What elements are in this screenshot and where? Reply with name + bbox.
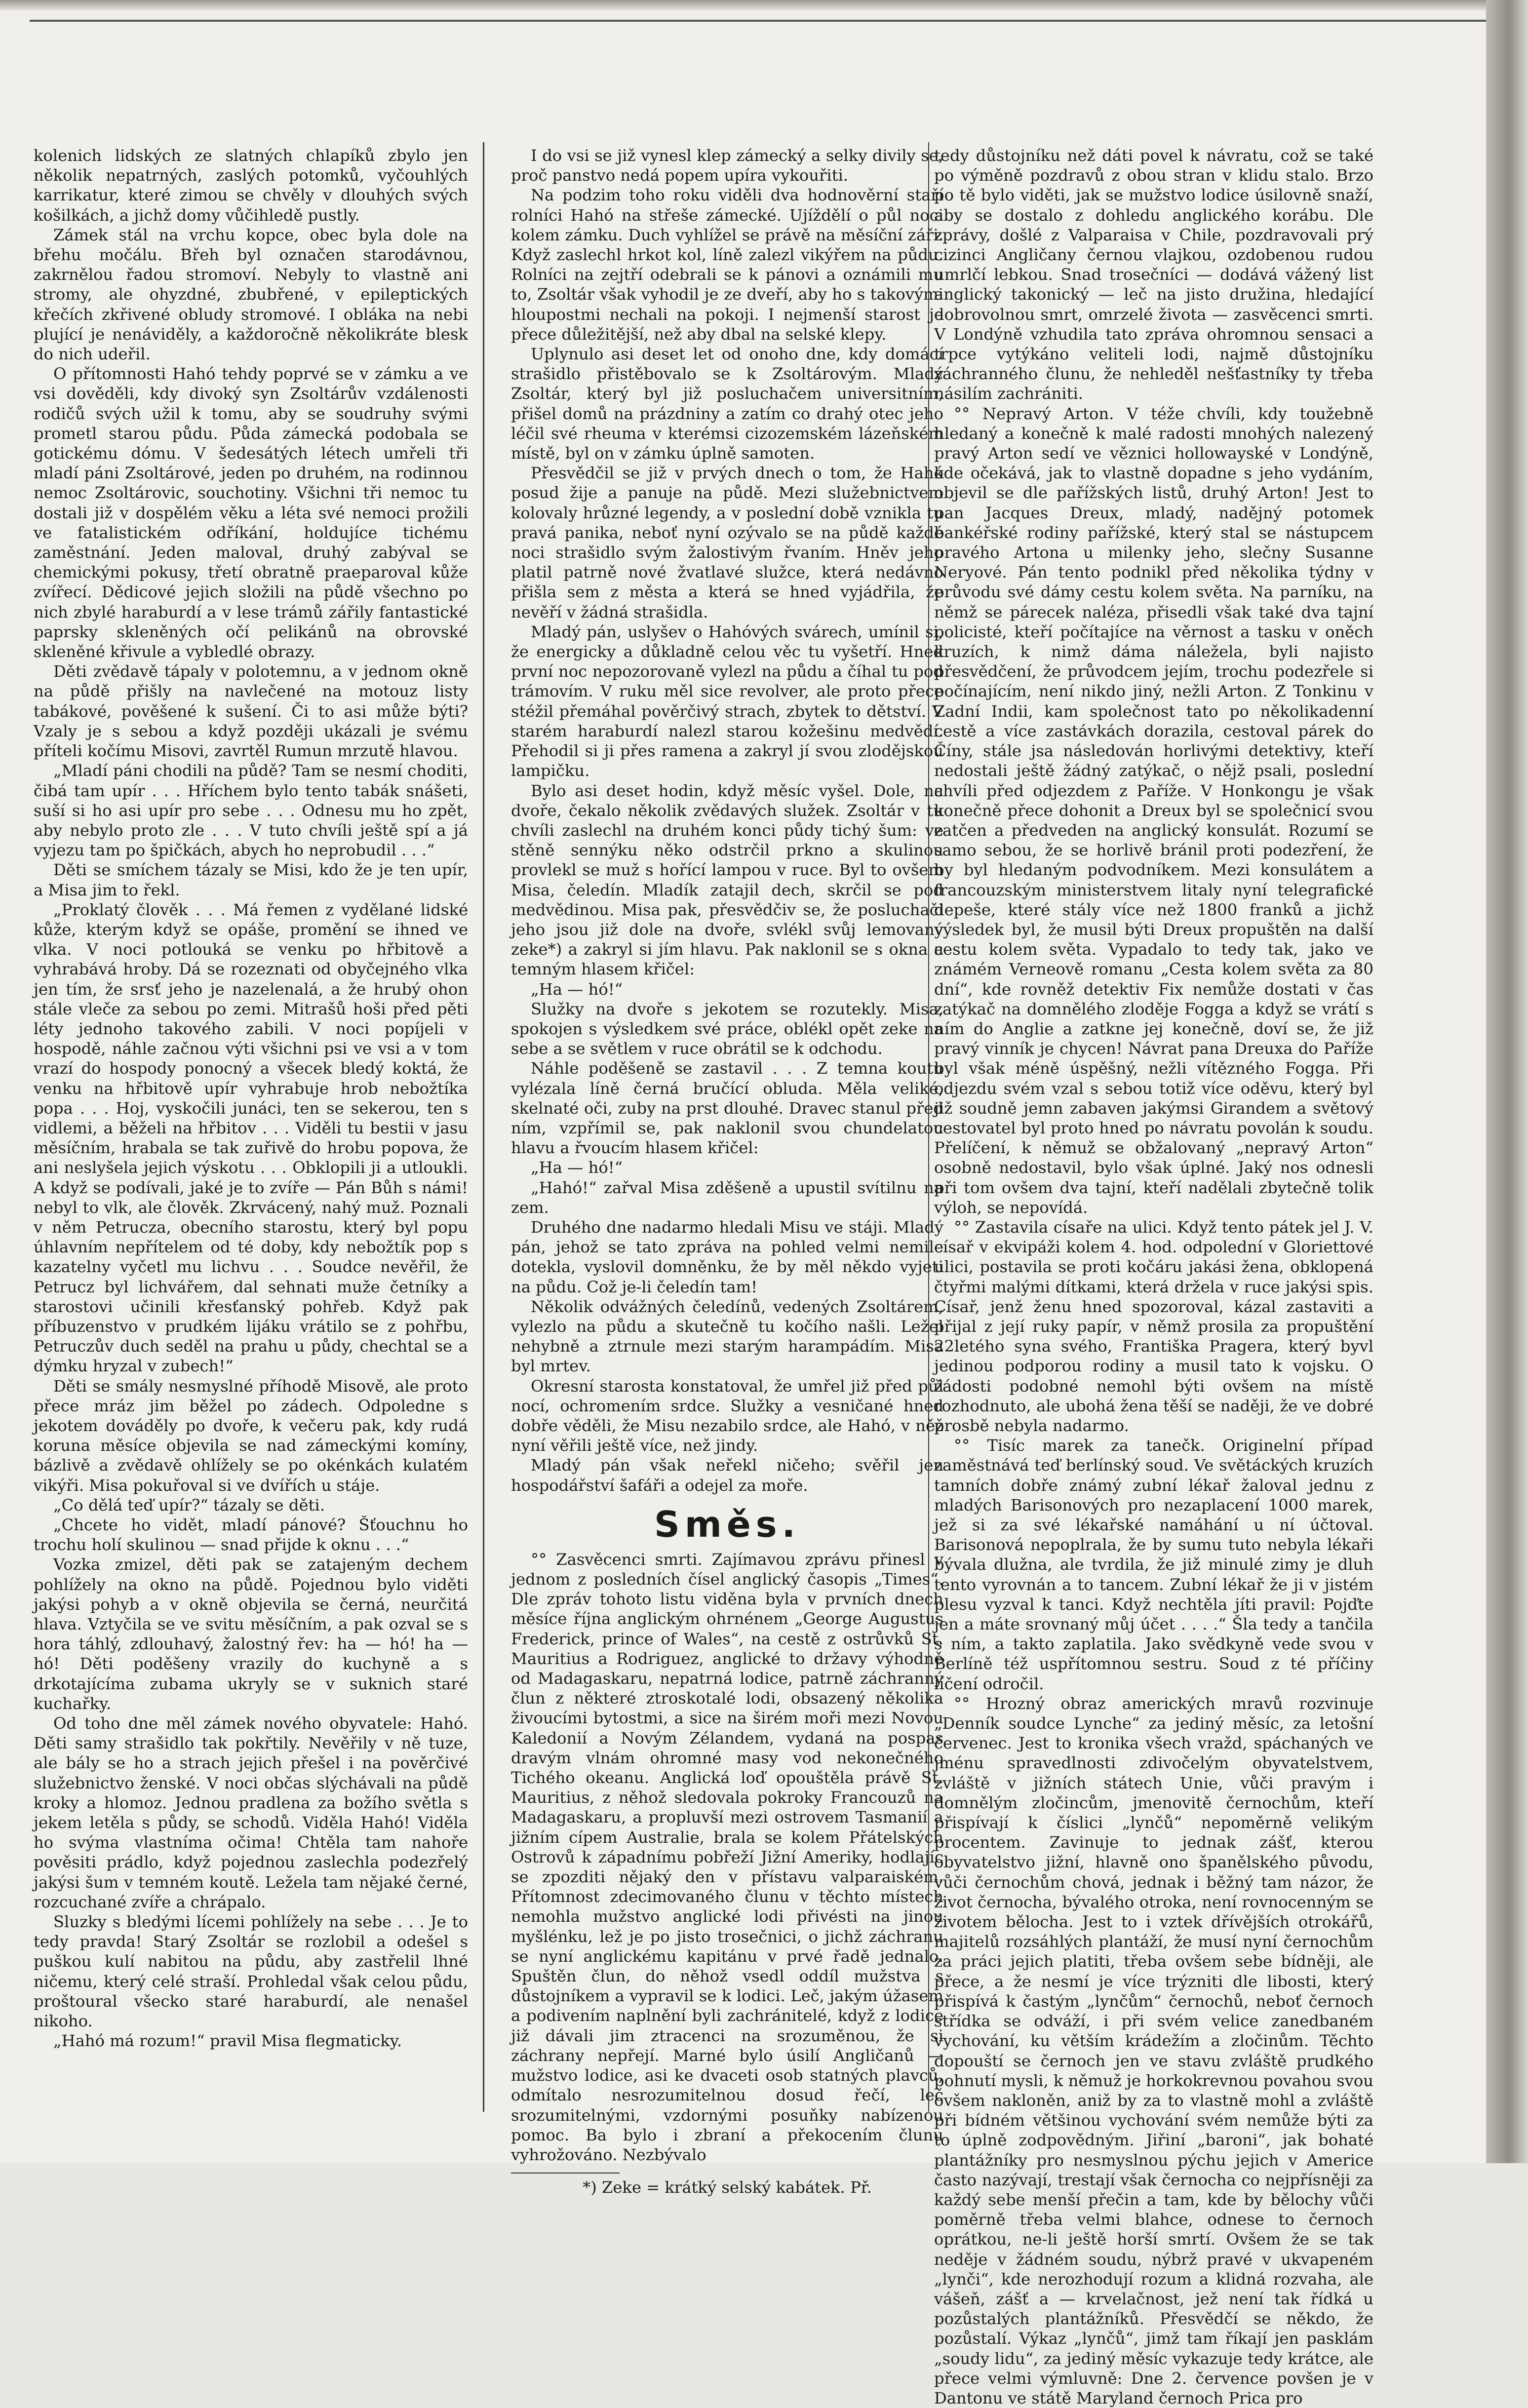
page-right-edge-shadow <box>1486 0 1528 2163</box>
text-column-1 <box>34 146 468 2110</box>
paragraph: „Ha — hó!“ <box>531 979 623 999</box>
paragraph: Mladý pán, uslyšev o Hahóvých svárech, umínil si, že energicky a důkladně celou věc tu vyšetří. Hned první noc nepozorovaně vylezl na půdu a číhal tu pod trámovím. V ruku měl sice revolver, ale proto přece stéžil přemáhal pověrčivý strach, zbytek to dětství. V starém haraburdí nalezl starou kožešinu medvědí. Přehodil si ji přes ramena a zakryl jí svou zlodějskou lampičku. <box>511 622 943 780</box>
paragraph: „Hahó!“ zařval Misa zděšeně a upustil svítilnu na zem. <box>511 1178 943 1217</box>
paragraph: Mladý pán však neřekl ničeho; svěřil jen hospodářství šafáři a odejel za moře. <box>511 1456 943 1495</box>
paragraph: „Proklatý člověk . . . Má řemen z vydělané lidské kůže, kterým když se opáše, promění se ihned ve vlka. V noci potlouká se venku po hřbitově a vyhrabává hroby. Dá se rozeznati od obyčejného vlka jen tím, že srsť jeho je nazelenalá, a že hrubý ohon stále vleče za sebou po zemi. Mitrašů hoši před pěti léty jednoho takového zabili. V noci popíjeli v hospodě, náhle začnou výti všichni psi ve vsi a v tom vrazí do hospody ponocný a všecek bledý koktá, že venku na hřbitově upír vyhrabuje hrob nebožtíka popa . . . Hoj, vyskočili junáci, ten se sekerou, ten s vidlemi, a běželi na hřbitov . . . Viděli tu bestii v jasu měsíčním, hrabala se tak zuřivě do hrobu popova, že ani neslyšela jejich výskotu . . . Obklopili ji a utloukli. A když se podívali, jaké je to zvíře — Pán Bůh s námi! nebyl to vlk, ale člověk. Zkrvácený, nahý muž. Poznali v něm Petrucza, obecního starostu, který byl popu úhlavním nepřítelem od té doby, kdy nebožtík pop s kazatelny vyčetl mu lichvu . . . Soudce nevěřil, že Petrucz byl lichvářem, dal sehnati muže četníky a starostovi učinili křesťanský pohřeb. Když pak příbuzenstvo v prudkém lijáku vrátilo se z pohřbu, Petruczův duch seděl na prahu u půdy, chechtal se a dýmku hryzal v zubech!“ <box>34 900 468 1376</box>
paragraph: Druhého dne nadarmo hledali Misu ve stáji. Mladý pán, jehož se tato zpráva na pohled velmi nemile dotekla, vyslovil domněnku, že by měl někdo vyjeti na půdu. Což je-li čeledín tam! <box>511 1217 943 1296</box>
paragraph: Náhle poděšeně se zastavil . . . Z temna koutu vylézala líně černá bručící obluda. Měla veliké, skelnaté oči, zuby na prst dlouhé. Dravec stanul před ním, vzpřímil se, pak naklonil svou chundelatou hlavu a řvoucím hlasem křičel: <box>511 1059 943 1158</box>
footnote-rule <box>511 2173 620 2174</box>
paragraph: Děti se smály nesmyslné příhodě Misově, ale proto přece mráz jim běžel po zádech. Odpoledne s jekotem dováděly po dvoře, k večeru pak, kdy rudá koruna měsíce objevila se nad zámeckými komíny, bázlivě a zvědavě ohlížely se po okénkách kulatém vikýři. Misa pokuřoval si ve dvířích u stáje. <box>34 1376 468 1495</box>
paragraph: °° Tisíc marek za tanečk. Originelní případ zaměstnává teď berlínský soud. Ve světáckých kruzích tamních dobře známý zubní lékař žaloval jednu z mladých Barisonových pro nezaplacení 1000 marek, jež si za své lékařské namáhání u ní účtoval. Barisonová nepoplrala, že by sumu tuto nebyla lékaři bývala dlužna, ale tvrdila, že již minulé zimy je dluh tento vyrovnán a to tancem. Zubní lékař že ji v jistém plesu vyzval k tanci. Když nechtěla jíti pravil: Pojďte jen a máte srovnaný můj účet . . . .“ Šla tedy a tančila s ním, a takto zaplatila. Jako svědkyně vede svou v Berlíně též uspřítomnou sestru. Soud z té příčiny líčení odročil. <box>934 1436 1373 1693</box>
paragraph: Vozka zmizel, děti pak se zatajeným dechem pohlížely na okno na půdě. Pojednou bylo viděti jakýsi pohyb a v okně objevila se černá, neurčitá hlava. Vztyčila se ve svitu měsíčním, a pak ozval se s hora táhlý, zdlouhavý, žalostný řev: ha — hó! ha — hó! Děti poděšeny vrazily do kuchyně a s drkotajícíma zubama ukryly se v suknich staré kuchařky. <box>34 1555 468 1713</box>
text-column-3 <box>934 146 1373 2408</box>
paragraph: „Mladí páni chodili na půdě? Tam se nesmí choditi, čibá tam upír . . . Hříchem bylo tento tabák snášeti, suší si ho asi upír pro sebe . . . Odnesu mu ho zpět, aby nebylo proto zle . . . V tuto chvíli ještě spí a já vyjezu tam po špičkách, abych ho neprobudil . . .“ <box>34 761 468 860</box>
top-border-line <box>30 20 1501 22</box>
smes-news-items <box>511 1550 943 2165</box>
paragraph: „Hahó má rozum!“ pravil Misa flegmaticky. <box>53 2031 402 2051</box>
paragraph: Přesvědčil se již v prvých dnech o tom, že Hahó posud žije a panuje na půdě. Mezi služebnictvem kolovaly hrůzné legendy, a v poslední době vznikla tu pravá panika, neboť nyní ozývalo se na půdě každé noci strašidlo svým žalostivým řvaním. Hněv jeho platil patrně nové žvatlavé služce, která nedávno přišla sem z města a která se hned vyjádřila, že nevěří v žádná strašidla. <box>511 464 943 621</box>
paragraph: Uplynulo asi deset let od onoho dne, kdy domácí strašidlo přistěbovalo se k Zsoltárovým. Mladý Zsoltár, který byl již posluchačem universitním, přišel domů na prázdniny a zatím co drahý otec jeho léčil své rheuma v kterémsi cizozemském lázeňském místě, byl on v zámku úplně samoten. <box>511 345 943 463</box>
paragraph: °° Nepravý Arton. V téže chvíli, kdy toužebně hledaný a konečně k malé radosti mnohých nalezený pravý Arton sedí ve věznici hollowayské v Londýně, kde očekává, jak to vlastně dopadne s jeho vydáním, objevil se dle pařížských listů, druhý Arton! Jest to pan Jacques Dreux, mladý, nadějný potomek bankéřské rodiny pařížské, který stal se nástupcem pravého Artona u milenky jeho, slečny Susanne Neryové. Pán tento podnikl před několika týdny v průvodu své dámy cestu kolem světa. Na parníku, na němž se párecek naléza, přisedli však také dva tajní policisté, kteří počítajíce na věrnost a tasku v oněch kruzích, k nimž dáma náležela, byli najisto přesvědčení, že průvodcem jejím, trochu podezřele si počínajícím, není nikdo jiný, nežli Arton. Z Tonkinu v Zadní Indii, kam společnost tato po několikadenní cestě a více zastávkách dorazila, cestoval párek do Číny, stále jsa následován horlivými detektivy, kteří nedostali ještě žádný zatýkač, o nějž psali, poslední chvíli před odjezdem z Paříže. V Honkongu je však konečně přece dohonit a Dreux byl se společnicí svou zatčen a předveden na anglický konsulát. Rozumí se samo sebou, že se horlivě bránil proti podezření, že by byl hledaným podvodníkem. Mezi konsulátem a francouzským ministerstvem litaly nyní telegrafické depeše, které stály více než 1800 franků a jichž výsledek byl, že musil býti Dreux propuštěn na další cestu kolem světa. Vypadalo to tedy tak, jako ve známém Verneově romanu „Cesta kolem světa za 80 dní“, kde rovněž detektiv Fix nemůže dostati v čas zatýkač na domnělého zloděje Fogga a když se vrátí s ním do Anglie a zatkne jej konečně, doví se, že již pravý vinník je chycen! Návrat pana Dreuxa do Paříže byl však méně úspěšný, nežli vítězného Fogga. Při odjezdu svém vzal s sebou totiž více oděvu, který byl již soudně jemn zabaven jakýmsi Girandem a světový cestovatel byl proto hned po návratu povolán k soudu. Přelíčení, k němuž se obžalovaný „nepravý Arton“ osobně nedostavil, bylo však úplné. Jaký nos odnesli při tom ovšem dva tajní, kteří nadělali zbytečně tolik výloh, se nepovídá. <box>934 404 1373 1217</box>
paragraph: Služky na dvoře s jekotem se rozutekly. Misa, spokojen s výsledkem své práce, oblékl opět zeke na sebe a se světlem v ruce obrátil se k odchodu. <box>511 999 943 1058</box>
section-title-smes: Směs. <box>654 1503 800 1545</box>
paragraph: Děti se smíchem tázaly se Misi, kdo že je ten upír, a Misa jim to řekl. <box>34 860 468 899</box>
footnote: *) Zeke = krátký selský kabátek. Př. <box>583 2178 872 2197</box>
page-top-edge <box>0 0 1528 11</box>
paragraph: Děti zvědavě tápaly v polotemnu, a v jednom okně na půdě přišly na navlečené na motouz listy tabákové, pověšené k sušení. Či to asi může býti? Vzaly je s sebou a když později ukázali je svému příteli kočímu Misovi, zavrtěl Rumun mrzutě hlavou. <box>34 662 468 761</box>
paragraph: tedy důstojníku než dáti povel k návratu, což se také po výměně pozdravů z obou stran v klidu stalo. Brzo po tě bylo viděti, jak se mužstvo lodice úsilovně snaží, aby se dostalo z dohledu anglického korábu. Dle zprávy, došlé z Valparaisa v Chile, pozdravovali prý cizinci Angličany černou vlajkou, ozdobenou rudou umrlčí lebkou. Snad trosečníci — dodává vážený list anglický takonický — leč na jisto družina, hledající dobrovolnou smrt, omrzelé života — zasvěcenci smrti. V Londýně vzhudila tato zpráva ohromnou sensaci a trpce vytýkáno veliteli lodi, najmě důstojníku záchranného člunu, že nehleděl nešťastníky ty třeba násilím zachrániti. <box>934 146 1373 403</box>
paragraph: Sluzky s bledými lícemi pohlížely na sebe . . . Je to tedy pravda! Starý Zsoltár se rozlobil a odešel s puškou kulí nabitou na půdu, aby zastřelil lhné ničemu, který celé straší. Prohledal však celou půdu, proštoural všecko staré haraburdí, ale nenašel nikoho. <box>34 1912 468 2031</box>
paragraph: °° Zastavila císaře na ulici. Když tento pátek jel J. V. císař v ekvipáži kolem 4. hod. odpolední v Gloriettové ulici, postavila se proti kočáru jakási žena, obklopená čtyřmi malými dítkami, která držela v ruce jakýsi spis. Císař, jenž ženu hned spozoroval, kázal zastaviti a přijal z její ruky papír, v němž prosila za propuštění 22letého syna svého, Františka Pragera, který byvl jedinou podporou rodiny a musil tato k vojsku. O žádosti podobné nemohl býti ovšem na místě rozhodnuto, ale ubohá žena těší se naději, že ve dobré prosbě nebyla nadarmo. <box>934 1217 1373 1435</box>
story-continuation <box>511 146 943 1495</box>
text-column-2 <box>511 146 943 2197</box>
paragraph: Na podzim toho roku viděli dva hodnověrní staří rolníci Hahó na střeše zámecké. Ujíždělí o půl noci kolem zámku. Duch vyhlížel se právě na měsíční záři. Když zaslechl hrkot kol, líně zalezl vikýřem na půdu. Rolníci na zejtří odebrali se k pánovi a oznámili mu to, Zsoltár však vyhodil je ze dveří, aby ho s takovými hloupostmi nechali na pokoji. I nejmenší starost je přece důležitější, než aby dbal na selské klepy. <box>511 186 943 344</box>
paragraph: °° Zasvěcenci smrti. Zajímavou zprávu přinesl v jednom z posledních čísel anglický časopis „Times“. Dle zpráv tohoto listu viděna byla v prvních dnech měsíce října anglickým ohrnénem „George Augustus Frederick, prince of Wales“, na cestě z ostrůvků St. Mauritius a Rodriguez, anglické to državy výhodně od Madagaskaru, nepatrná lodice, patrně záchranný člun z některé ztroskotalé lodi, obsazený několika živoucími bytostmi, a sice na širém moři mezi Novou Kaledonií a Novým Zélandem, vydaná na pospas dravým vlnám ohromné masy vod nekonečného Tichého okeanu. Anglická loď opouštěla právě St. Mauritius, z něhož sledovala pokroky Francouzů na Madagaskaru, a propluvší mezi ostrovem Tasmanií a jižním cípem Australie, brala se kolem Přátelských Ostrovů k západnímu pobřeží Jižní Ameriky, hodlajíc se zpozditi nějaký den v přístavu valparaiském. Přítomnost zdecimovaného člunu v těchto místech nemohla mužstvo anglické lodi přivésti na jinou myšlénku, lež je po jisto trosečnici, o jichž záchranu se nyní anglickému kapitánu v prvé řadě jednalo. Spuštěn člun, do něhož vsedl oddíl mužstva s důstojníkem a vypravil se k lodici. Leč, jakým úžasem a podivením naplnění byli zachránitelé, když z lodice již dávali jim ztracenci na srozuměnou, že si záchrany nepřejí. Marné bylo úsilí Angličanů — mužstvo lodice, asi ke dvaceti osob statných plavců, odmítalo nesrozumitelnou dosud řečí, leč srozumitelnými, vzdornými posuňky nabízenou pomoc. Ba bylo i zbraní a překocením člunu vyhrožováno. Nezbývalo <box>511 1550 943 2164</box>
column-rule-1 <box>483 142 484 2112</box>
paragraph: I do vsi se již vynesl klep zámecký a selky divily se, proč panstvo nedá popem upíra vykouřiti. <box>511 146 943 185</box>
paragraph: „Chcete ho vidět, mladí pánové? Šťouchnu ho trochu holí skulinou — snad přijde k oknu . . .“ <box>34 1515 468 1554</box>
paragraph: Zámek stál na vrchu kopce, obec byla dole na břehu močálu. Břeh byl označen starodávnou, zakrnělou řadou stromoví. Nebyly to vlastně ani stromy, ale ohyzdné, zbubřené, v epileptických křečích zkřivené obludy stromové. I obláka na nebi plující je nenáviděly, a každoročně několikráte blesk do nich udeřil. <box>34 225 468 364</box>
paragraph: „Co dělá teď upír?“ tázaly se děti. <box>53 1495 325 1515</box>
paragraph: Několik odvážných čeledínů, vedených Zsoltárem, vylezlo na půdu a skutečně tu kočího našli. Ležel nehybně a ztrnule mezi starým harampádím. Misa byl mrtev. <box>511 1297 943 1376</box>
paragraph: °° Hrozný obraz amerických mravů rozvinuje „Denník soudce Lynche“ za jediný měsíc, za letošní červenec. Jest to kronika všech vražd, spáchaných ve jménu spravedlnosti zdivočelým obyvatelstvem, zvláště v jižních státech Unie, vůči pravým i domnělým zločincům, jmenovitě černochům, kteří přispívají k číslici „lynčů“ nepoměrně velikým procentem. Zavinuje to jednak zášť, kterou obyvatelstvo jižní, hlavně ono španělského původu, vůči černochům chová, jednak i běžný tam názor, že život černocha, bývalého otroka, není rovnocenným se životem bělocha. Jest to i vztek dřívějších otrokářů, majitelů rozsáhlých plantáží, že musí nyní černochům za práci jejich platiti, třeba ovšem sebe bídněji, ale přece, a že nesmí je více trýzniti dle libosti, který přispívá k častým „lynčům“ černochů, neboť černoch střídka se odváží, i při svém velice zanedbaném vychování, ku větším krádežím a zločinům. Těchto dopouští se černoch jen ve stavu zvláště prudkého pohnutí mysli, k němuž je horkokrevnou povahou svou ovšem nakloněn, aniž by za to vlastně mohl a zvláště při bídném většinou vychování svém nemůže býti za to úplně zodpovědným. Jiřiní „baroni“, jak bohaté plantážníky pro nesmyslnou pýchu jejich v Americe často nazývají, trestají však černocha co nejpřísněji za každý sebe menší přečin a tam, kde by bělochy vůči poměrně třeba velmi blahce, odnese to černoch oprátkou, ne-li ještě horší smrtí. Ovšem že se tak neděje v žádném soudu, nýbrž pravé v ukvapeném „lynči“, kde nerozhodují rozum a klidná rozvaha, ale vášeň, zášť a — krvelačnost, jež není tak řídká u pozůstalých plantážníků. Přesvědčí se někdo, že pozůstalí. Výkaz „lynčů“, jimž tam říkají jen pasklám „soudy lidu“, za jediný měsíc vykazuje tedy krátce, ale přece velmi výmluvně: Dne 2. července povšen je v Dantonu ve státě Maryland černoch Prica pro <box>934 1694 1373 2408</box>
paragraph: Od toho dne měl zámek nového obyvatele: Hahó. Děti samy strašidlo tak pokřtily. Nevěřily v ně tuze, ale bály se ho a strach jejich přešel i na pověrčivé služebnictvo ženské. V noci občas slýchávali na půdě kroky a hlomoz. Jednou pradlena za božího světla s jekem letěla s půdy, se schodů. Viděla Hahó! Viděla ho svýma vlastníma očima! Chtěla tam nahoře pověsiti prádlo, když pojednou zaslechla podezřelý jakýsi šum v temném koutě. Ležela tam nějaké černé, rozcuchané zvíře a chrápalo. <box>34 1714 468 1911</box>
paragraph: „Ha — hó!“ <box>531 1158 623 1177</box>
paragraph: Bylo asi deset hodin, když měsíc vyšel. Dole, na dvoře, čekalo několik zvědavých služek. Zsoltár v tu chvíli zaslechl na druhém konci půdy tichý šum: ve stěně sennýku něko odstrčil prkno a skulinou provlekl se muž s hořící lampou v ruce. Byl to ovšem Misa, čeledín. Mladík zatajil dech, skrčil se pod medvědinou. Misa pak, přesvědčiv se, že posluchači jeho jsou již dole na dvoře, svlékl svůj lemovaný zeke*) a zakryl si jím hlavu. Pak naklonil se s okna a temným hlasem křičel: <box>511 781 943 979</box>
paragraph: O přítomnosti Hahó tehdy poprvé se v zámku a ve vsi dověděli, kdy divoký syn Zsoltárův vzdálenosti rodičů svých užil k tomu, aby se soudruhy svými prometl starou půdu. Půda zámecká podobala se gotickému dómu. V šedesátých létech umřeli tři mladí páni Zsoltárové, jeden po druhém, na rodinnou nemoc Zsoltárovic, souchotiny. Všichni tři nemoc tu dostali již v dospělém věku a léta své nemoci prožili ve fatalistickém odříkání, holdujíce tichému zaměstnání. Jeden maloval, druhý zabýval se chemickými pokusy, třetí obratně praeparoval kůže zvířecí. Dědicové jejich složili na půdě všechno po nich zbylé haraburdí a v lese trámů zářily fantastické paprsky skleněných očí pelikánů na obrovské skleněné křivule a vybledlé obrazy. <box>34 364 468 661</box>
paragraph: Okresní starosta konstatoval, že umřel již před půl nocí, ochromením srdce. Služky a vesničané hned dobře věděli, že Misu nezabilo srdce, ale Hahó, v něž nyní věřili ještě více, než jindy. <box>511 1376 943 1455</box>
paragraph: kolenich lidských ze slatných chlapíků zbylo jen několik nepatrných, zaslých potomků, vyčouhlých karrikatur, které zimou se chvěly v dlouhých svých košilkách, a jichž domy vůčihledě pustly. <box>34 146 468 225</box>
